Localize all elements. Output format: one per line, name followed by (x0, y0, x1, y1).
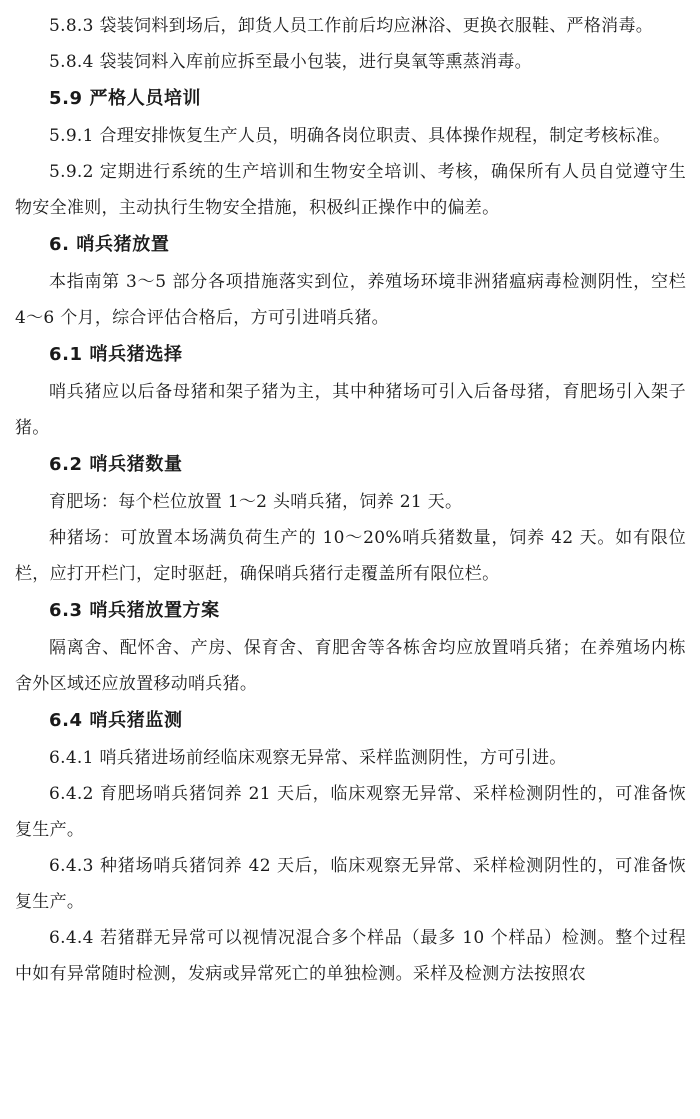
paragraph-6-4-1: 6.4.1 哨兵猪进场前经临床观察无异常、采样监测阴性，方可引进。 (49, 748, 567, 768)
paragraph-6-2-breeding: 种猪场：可放置本场满负荷生产的 10～20%哨兵猪数量，饲养 42 天。如有限位栏，应打开栏门，定时驱赶，确保哨兵猪行走覆盖所有限位栏。 (15, 528, 686, 584)
paragraph-6-4-4: 6.4.4 若猪群无异常可以视情况混合多个样品（最多 10 个样品）检测。整个过程中如有异常随时检测，发病或异常死亡的单独检测。采样及检测方法按照农 (15, 928, 686, 984)
paragraph-5-8-4: 5.8.4 袋装饲料入库前应拆至最小包装，进行臭氧等熏蒸消毒。 (49, 52, 532, 72)
section-heading-6-4: 6.4 哨兵猪监测 (49, 710, 183, 731)
section-heading-6-1: 6.1 哨兵猪选择 (49, 344, 183, 365)
paragraph-5-8-3: 5.8.3 袋装饲料到场后，卸货人员工作前后均应淋浴、更换衣服鞋、严格消毒。 (49, 16, 654, 36)
paragraph-6-4-2: 6.4.2 育肥场哨兵猪饲养 21 天后，临床观察无异常、采样检测阴性的，可准备恢复生产。 (15, 784, 686, 840)
paragraph-6-1: 哨兵猪应以后备母猪和架子猪为主，其中种猪场可引入后备母猪，育肥场引入架子猪。 (15, 382, 686, 438)
section-heading-6-2: 6.2 哨兵猪数量 (49, 454, 183, 475)
paragraph-6-4-3: 6.4.3 种猪场哨兵猪饲养 42 天后，临床观察无异常、采样检测阴性的，可准备恢复生产。 (15, 856, 686, 912)
paragraph-5-9-1: 5.9.1 合理安排恢复生产人员，明确各岗位职责、具体操作规程，制定考核标准。 (49, 126, 671, 146)
section-heading-5-9: 5.9 严格人员培训 (49, 88, 202, 109)
section-heading-6-3: 6.3 哨兵猪放置方案 (49, 600, 220, 621)
paragraph-5-9-2: 5.9.2 定期进行系统的生产培训和生物安全培训、考核，确保所有人员自觉遵守生物安全准则，主动执行生物安全措施，积极纠正操作中的偏差。 (15, 162, 686, 218)
paragraph-6-3: 隔离舍、配怀舍、产房、保育舍、育肥舍等各栋舍均应放置哨兵猪；在养殖场内栋舍外区域还应放置移动哨兵猪。 (15, 638, 686, 694)
section-heading-6: 6. 哨兵猪放置 (49, 234, 170, 255)
paragraph-6-2-fattening: 育肥场：每个栏位放置 1～2 头哨兵猪，饲养 21 天。 (49, 492, 463, 512)
paragraph-6-intro: 本指南第 3～5 部分各项措施落实到位，养殖场环境非洲猪瘟病毒检测阴性，空栏 4～6 个月，综合评估合格后，方可引进哨兵猪。 (15, 272, 686, 328)
